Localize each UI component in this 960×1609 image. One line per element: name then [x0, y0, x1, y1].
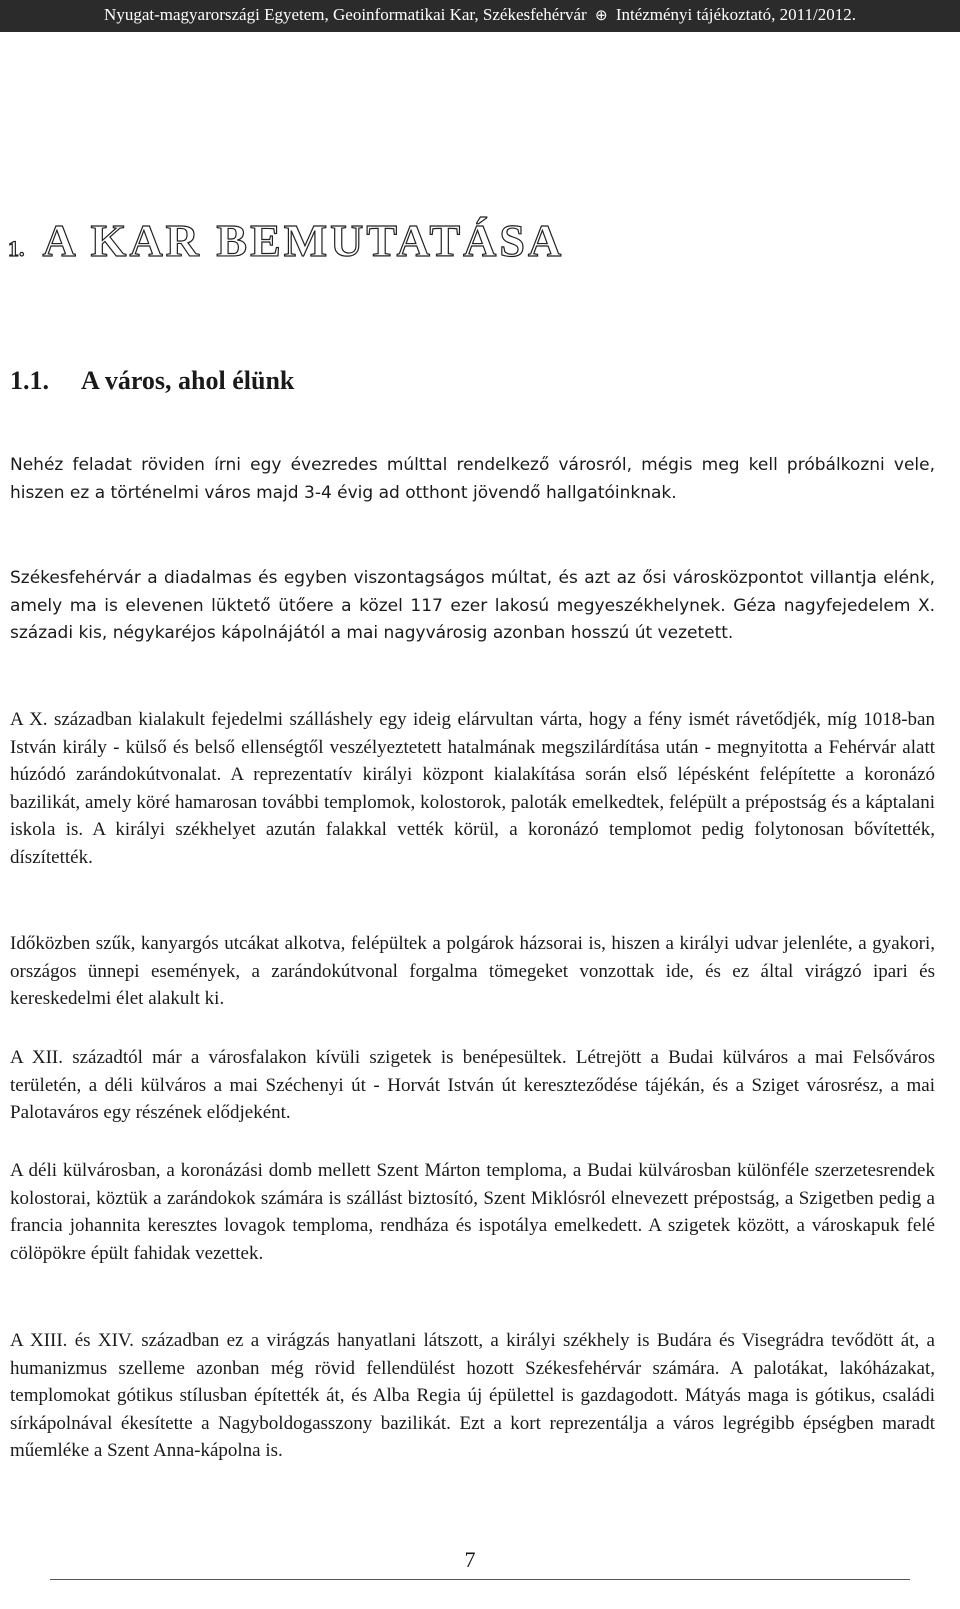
header-guide-title: Intézményi tájékoztató, 2011/2012.: [615, 5, 856, 24]
paragraph-intro: Nehéz feladat röviden írni egy évezredes múlttal rendelkező városról, mégis meg kell próbálkozni vele, hiszen ez a történelmi város majd 3-4 évig ad otthont jövendő hallgatóinknak.: [10, 455, 935, 503]
header-institution: Nyugat-magyarországi Egyetem, Geoinformatikai Kar, Székesfehérvár: [104, 5, 587, 24]
chapter-heading: [8, 214, 564, 267]
paragraph-southern-suburb: A déli külvárosban, a koronázási domb mellett Szent Márton temploma, a Budai külvárosban különféle szerzetesrendek kolostorai, köztük a zarándokok számára is szállást biztosító, Szent Miklósról elnevezett prépostság, a Szigetben pedig a francia johannita keresztes lovagok temploma, rendháza és ispotálya emelkedett. A szigetek között, a városkapuk felé cölöpökre épült fahidak vezettek.: [10, 1160, 935, 1264]
paragraph-suburbs: A XII. századtól már a városfalakon kívüli szigetek is benépesültek. Létrejött a Budai külváros a mai Felsőváros területén, a déli külváros a mai Széchenyi út - Horvát István út kereszteződése tájékán, és a Sziget városrész, a mai Palotaváros egy részének elődjeként.: [10, 1047, 935, 1124]
paragraph-decline-renaissance: A XIII. és XIV. században ez a virágzás hanyatlani látszott, a királyi székhely is Budára és Visegrádra tevődött át, a humanizmus szelleme azonban még rövid fellendülést hozott Székesfehérvár számára. A palotákat, lakóházakat, templomokat gótikus stílusban építették át, és Alba Regia új épülettel is gazdagodott. Mátyás maga is gótikus, családi sírkápolnával ékesítette a Nagyboldogasszony bazilikát. Ezt a kort reprezentálja a város legrégibb épségben maradt műemléke a Szent Anna-kápolna is.: [10, 1330, 935, 1462]
header-separator-icon: ⊕: [594, 8, 608, 24]
paragraph-city-center: Székesfehérvár a diadalmas és egyben viszontagságos múltat, és azt az ősi városközpontot villantja elénk, amely ma is elevenen lüktető ütőere a közel 117 ezer lakosú megyeszékhelynek. Géza nagyfejedelem X. századi kis, négykaréjos kápolnájától a mai nagyvárosig azonban hosszú út vezetett.: [10, 568, 935, 644]
page-number: 7: [464, 1547, 476, 1572]
footer-divider: [50, 1579, 910, 1580]
chapter-title: A KAR BEMUTATÁSA: [42, 215, 565, 266]
section-number: 1.1.: [10, 366, 49, 395]
chapter-number: 1.: [8, 236, 25, 261]
section-heading: [10, 366, 294, 396]
running-header: [0, 0, 960, 32]
paragraph-royal-seat: A X. században kialakult fejedelmi szálláshely egy ideig elárvultan várta, hogy a fény ismét rávetődjék, míg 1018-ban István király - külső és belső ellenségtől veszélyeztetett hatalmának megszilárdítása után - megnyitotta a Fehérvár alatt húzódó zarándokútvonalat. A reprezentatív királyi központ kialakítása során első lépésként felépítette a koronázó bazilikát, amely köré hamarosan további templomok, kolostorok, paloták emelkedtek, felépült a prépostság és a káptalani iskola is. A királyi székhelyet azután falakkal vették körül, a koronázó templomot pedig folytonosan bővítették, díszítették.: [10, 709, 935, 868]
paragraph-burghers: Időközben szűk, kanyargós utcákat alkotva, felépültek a polgárok házsorai is, hiszen a királyi udvar jelenléte, a gyakori, országos ünnepi események, a zarándokútvonal forgalma tömegeket vonzottak ide, és ez által virágzó ipari és kereskedelmi élet alakult ki.: [10, 933, 935, 1010]
section-title: A város, ahol élünk: [81, 366, 295, 395]
